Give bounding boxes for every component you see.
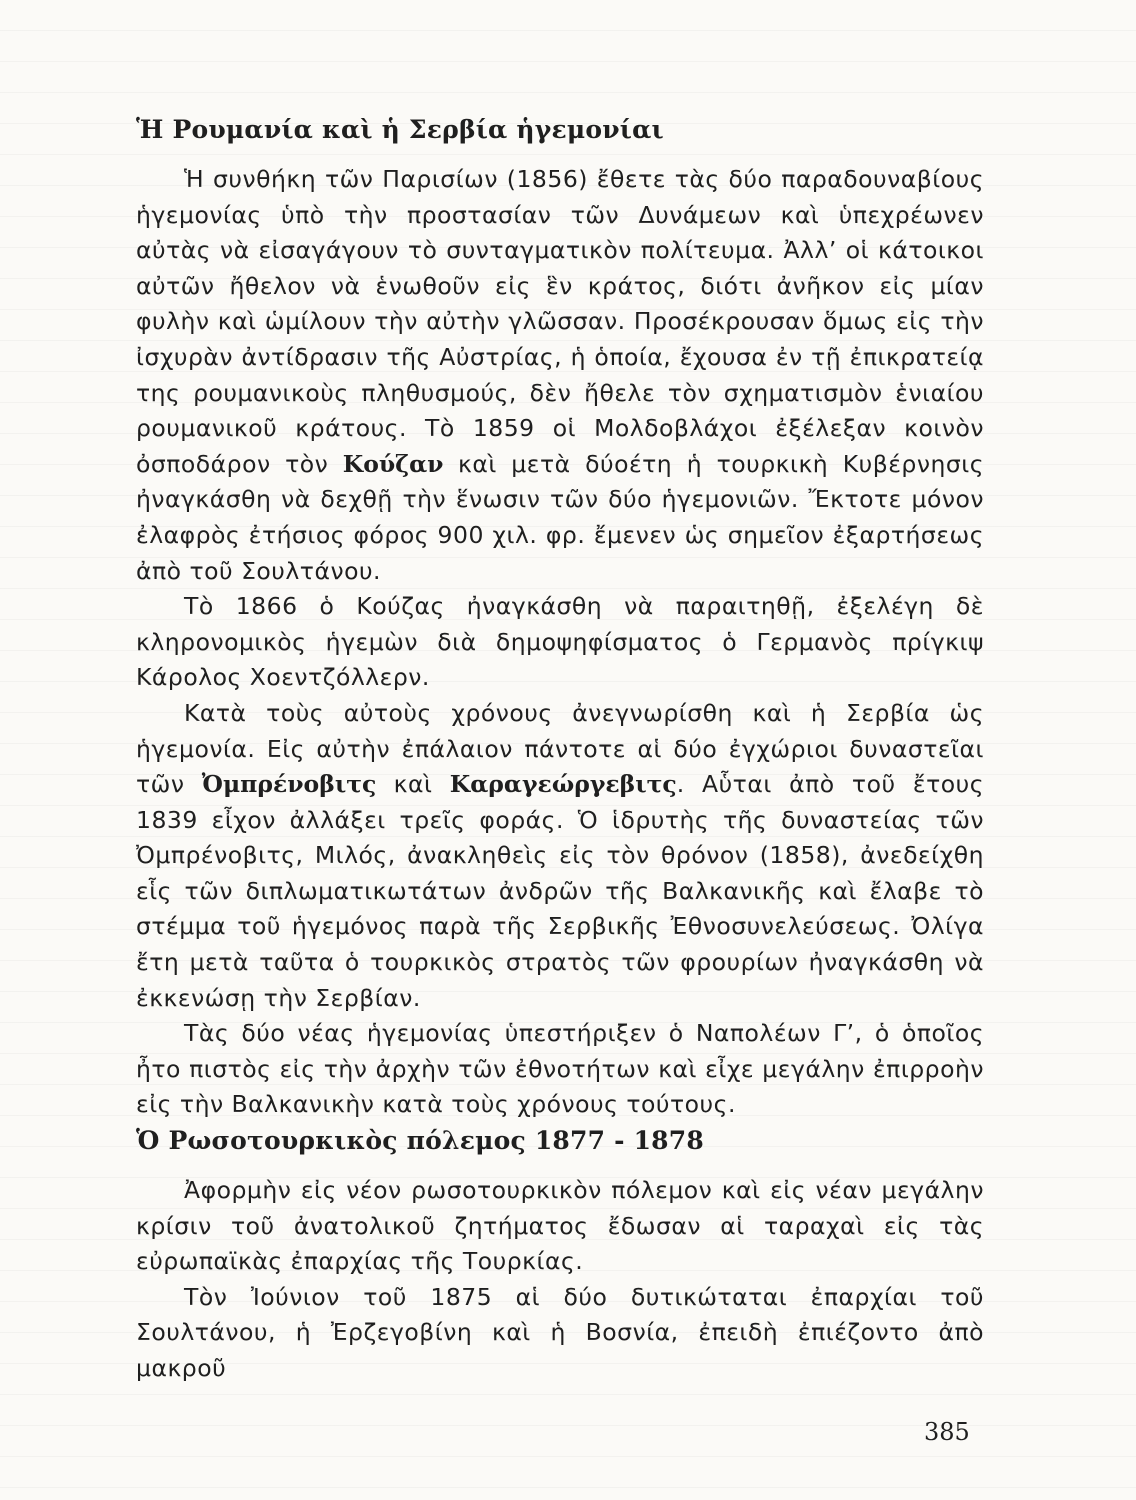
paragraph-4: Τὰς δύο νέας ἡγεμονίας ὑπεστήριξεν ὁ Ναπολέων Γ’, ὁ ὁποῖος ἦτο πιστὸς εἰς τὴν ἀρχὴν τῶν ἐθνοτήτων καὶ εἶχε μεγάλην ἐπιρροὴν εἰς τὴν Βαλκανικὴν κατὰ τοὺς χρόνους τούτους. [136,1019,984,1119]
document-page [136,112,984,1387]
page-number: 385 [924,1418,970,1446]
paragraph-3-text-c: . Αὗται ἀπὸ τοῦ ἔτους 1839 εἶχον ἀλλάξει τρεῖς φοράς. Ὁ ἱδρυτὴς τῆς δυναστείας τῶν Ὀμπρένοβιτς, Μιλός, ἀνακληθεὶς εἰς τὸν θρόνον (1858), ἀνεδείχθη εἷς τῶν διπλωματικωτάτων ἀνδρῶν τῆς Βαλκανικῆς καὶ ἔλαβε τὸ στέμμα τοῦ ἡγεμόνος παρὰ τῆς Σερβικῆς Ἐθνοσυνελεύσεως. Ὀλίγα ἔτη μετὰ ταῦτα ὁ τουρκικὸς στρατὸς τῶν φρουρίων ἠναγκάσθη νὰ ἐκκενώσῃ τὴν Σερβίαν. [136,770,985,1012]
name-karadjordjevic: Καραγεώργεβιτς [449,770,677,799]
paragraph-6: Τὸν Ἰούνιον τοῦ 1875 αἱ δύο δυτικώταται ἐπαρχίαι τοῦ Σουλτάνου, ἡ Ἐρζεγοβίνη καὶ ἡ Βοσνία, ἐπειδὴ ἐπιέζοντο ἀπὸ μακροῦ [136,1282,984,1382]
section-title-russo-turkish-war: Ὁ Ρωσοτουρκικὸς πόλεμος 1877 - 1878 [136,1126,704,1156]
paragraph-1-text-a: Ἡ συνθήκη τῶν Παρισίων (1856) ἔθετε τὰς δύο παραδουναβίους ἡγεμονίας ὑπὸ τὴν προστασίαν τῶν Δυνάμεων καὶ ὑπεχρέωνεν αὐτὰς νὰ εἰσαγάγουν τὸ συνταγματικὸν πολίτευμα. Ἀλλ’ οἱ κάτοικοι αὐτῶν ἤθελον νὰ ἑνωθοῦν εἰς ἓν κράτος, διότι ἀνῆκον εἰς μίαν φυλὴν καὶ ὡμίλουν τὴν αὐτὴν γλῶσσαν. Προσέκρουσαν ὅμως εἰς τὴν ἰσχυρὰν ἀντίδρασιν τῆς Αὐστρίας, ἡ ὁποία, ἔχουσα ἐν τῇ ἐπικρατείᾳ της ρουμανικοὺς πληθυσμούς, δὲν ἤθελε τὸν σχηματισμὸν ἑνιαίου ρουμανικοῦ κράτους. Τὸ 1859 οἱ Μολδοβλάχοι ἐξέλεξαν κοινὸν ὀσποδάρον τὸν [136,165,984,478]
paragraph-1 [136,162,984,589]
section-title-romania-serbia: Ἡ Ρουμανία καὶ ἡ Σερβία ἡγεμονίαι [136,115,664,144]
paragraph-1-text-b: καὶ μετὰ δύοέτη ἡ τουρκικὴ Κυβέρνησις ἠναγκάσθη νὰ δεχθῇ τὴν ἕνωσιν τῶν δύο ἡγεμονιῶν. Ἔκτοτε μόνον ἐλαφρὸς ἐτήσιος φόρος 900 χιλ. φρ. ἔμενεν ὡς σημεῖον ἐξαρτήσεως ἀπὸ τοῦ Σουλτάνου. [136,449,984,585]
name-obrenovic: Ὀμπρένοβιτς [201,770,377,799]
paragraph-3 [136,696,984,1016]
name-kouzas: Κούζαν [342,449,444,478]
paragraph-2: Τὸ 1866 ὁ Κούζας ἠναγκάσθη νὰ παραιτηθῇ, ἐξελέγη δὲ κληρονομικὸς ἡγεμὼν διὰ δημοψηφίσματος ὁ Γερμανὸς πρίγκιψ Κάρολος Χοεντζόλλερν. [136,592,984,692]
paragraph-3-text-a: Κατὰ τοὺς αὐτοὺς χρόνους ἀνεγνωρίσθη καὶ ἡ Σερβία ὡς ἡγεμονία. Εἰς αὐτὴν ἐπάλαιον πάντοτε αἱ δύο ἐγχώριοι δυναστεῖαι τῶν [136,698,984,799]
paragraph-5: Ἀφορμὴν εἰς νέον ρωσοτουρκικὸν πόλεμον καὶ εἰς νέαν μεγάλην κρίσιν τοῦ ἀνατολικοῦ ζητήματος ἔδωσαν αἱ ταραχαὶ εἰς τὰς εὐρωπαϊκὰς ἐπαρχίας τῆς Τουρκίας. [136,1176,984,1276]
paragraph-3-text-b: καὶ [376,770,450,799]
